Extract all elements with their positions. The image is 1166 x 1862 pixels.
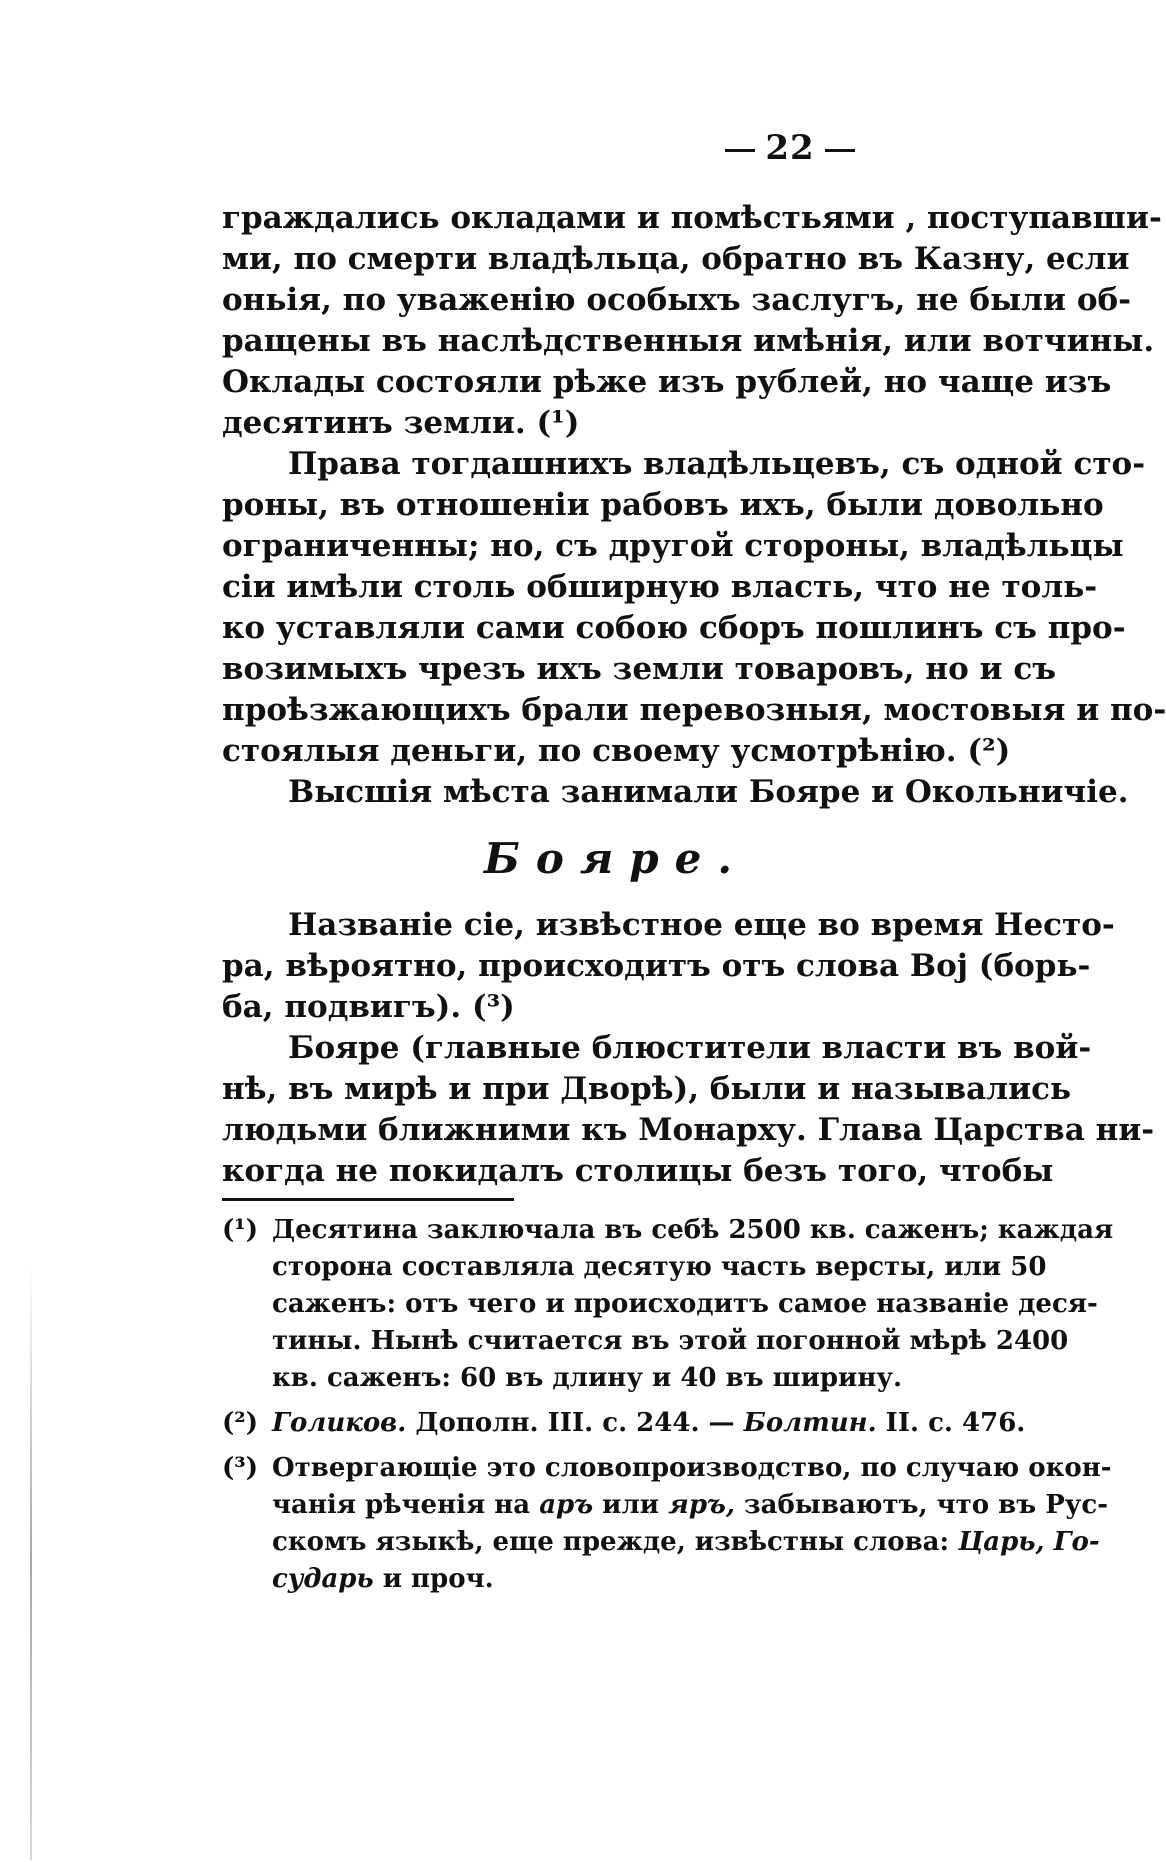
text-line: Оклады состояли рѣже изъ рублей, но чаще изъ [222, 364, 1112, 400]
main-text [222, 198, 1166, 1192]
page-number-dash-left [725, 149, 755, 152]
text-line: ко уставляли сами собою сборъ пошлинъ съ про- [222, 610, 1126, 646]
page-number [0, 128, 1140, 168]
footnote-italic: Царь, Го- [958, 1527, 1100, 1557]
footnotes [222, 1212, 1114, 1606]
footnote-line: кв. саженъ: 60 въ длину и 40 въ ширину. [272, 1363, 903, 1393]
footnote-text: Дополн. III. с. 244. — [406, 1408, 744, 1438]
text-line: ра, вѣроятно, происходитъ отъ слова Boj (борь- [222, 948, 1091, 984]
text-line: когда не покидалъ столицы безъ того, чтобы [222, 1153, 1054, 1189]
footnote-1 [222, 1212, 1114, 1397]
text-line: ращены въ наслѣдственныя имѣнія, или вотчины. [222, 323, 1155, 359]
scan-edge-shadow [30, 1260, 32, 1860]
footnote-3 [222, 1450, 1112, 1598]
footnote-line [222, 1487, 1109, 1524]
footnote-line: тины. Нынѣ считается въ этой погонной мѣрѣ 2400 [272, 1326, 1069, 1356]
footnote-text: II. с. 476. [876, 1408, 1026, 1438]
section-heading: Бояре. [483, 834, 749, 883]
footnote-mark: (¹) [222, 1215, 258, 1245]
footnote-line: саженъ: отъ чего и происходитъ самое названіе деся- [272, 1289, 1098, 1319]
page-number-dash-right [825, 149, 855, 152]
text-line: роны, въ отношеніи рабовъ ихъ, были довольно [222, 487, 1104, 523]
footnote-mark: (³) [222, 1453, 258, 1483]
footnote-mark: (²) [222, 1408, 258, 1438]
footnote-text: скомъ языкѣ, еще прежде, извѣстны слова: [272, 1527, 959, 1557]
footnote-line [222, 1212, 1114, 1249]
text-line: Названіе сіе, извѣстное еще во время Несто- [288, 907, 1115, 943]
footnote-author: Болтин. [743, 1408, 877, 1438]
page-number-value: 22 [765, 128, 815, 168]
footnote-italic: сударь [272, 1564, 374, 1594]
footnote-text: и проч. [373, 1564, 494, 1594]
footnote-line [222, 1561, 1010, 1598]
text-line: людьми ближними къ Монарху. Глава Царства ни- [222, 1112, 1155, 1148]
text-line: нѣ, въ мирѣ и при Дворѣ), были и назывались [222, 1071, 1072, 1107]
footnote-2 [222, 1405, 1026, 1442]
text-line: Права тогдашнихъ владѣльцевъ, съ одной сто- [288, 446, 1146, 482]
footnote-line [222, 1524, 1100, 1561]
text-line: оньія, по уваженію особыхъ заслугъ, не были об- [222, 282, 1132, 318]
footnote-text: Отвергающіе это словопроизводство, по случаю окон- [272, 1453, 1112, 1483]
text-line: граждались окладами и помѣстьями , поступавши- [222, 200, 1162, 236]
text-line: Высшія мѣста занимали Бояре и Окольничіе. [288, 774, 1129, 810]
footnote-text: или [593, 1490, 669, 1520]
text-line: сіи имѣли столь обширную власть, что не толь- [222, 569, 1098, 605]
footnote-line: сторона составляла десятую часть версты, или 50 [272, 1252, 1047, 1282]
text-line: проѣзжающихъ брали перевозныя, мостовыя и по- [222, 692, 1166, 728]
footnote-italic: яръ, [668, 1490, 735, 1520]
text-line: ба, подвигъ). (³) [222, 989, 515, 1025]
footnote-italic: аръ [539, 1490, 594, 1520]
footnote-text: чанія рѣченія на [272, 1490, 540, 1520]
footnote-separator [222, 1198, 514, 1201]
text-line: возимыхъ чрезъ ихъ земли товаровъ, но и съ [222, 651, 1056, 687]
text-line: ограниченны; но, съ другой стороны, владѣльцы [222, 528, 1124, 564]
footnote-text: Десятина заключала въ себѣ 2500 кв. саженъ; каждая [272, 1215, 1114, 1245]
footnote-line [222, 1450, 1112, 1487]
text-line: Бояре (главные блюстители власти въ вой- [288, 1030, 1092, 1066]
footnote-line [222, 1405, 1026, 1442]
text-line: десятинъ земли. (¹) [222, 405, 580, 441]
footnote-author: Голиков. [272, 1408, 407, 1438]
text-line: стоялыя деньги, по своему усмотрѣнію. (²) [222, 733, 1011, 769]
footnote-text: забываютъ, что въ Рус- [734, 1490, 1109, 1520]
text-line: ми, по смерти владѣльца, обратно въ Казну, если [222, 241, 1130, 277]
